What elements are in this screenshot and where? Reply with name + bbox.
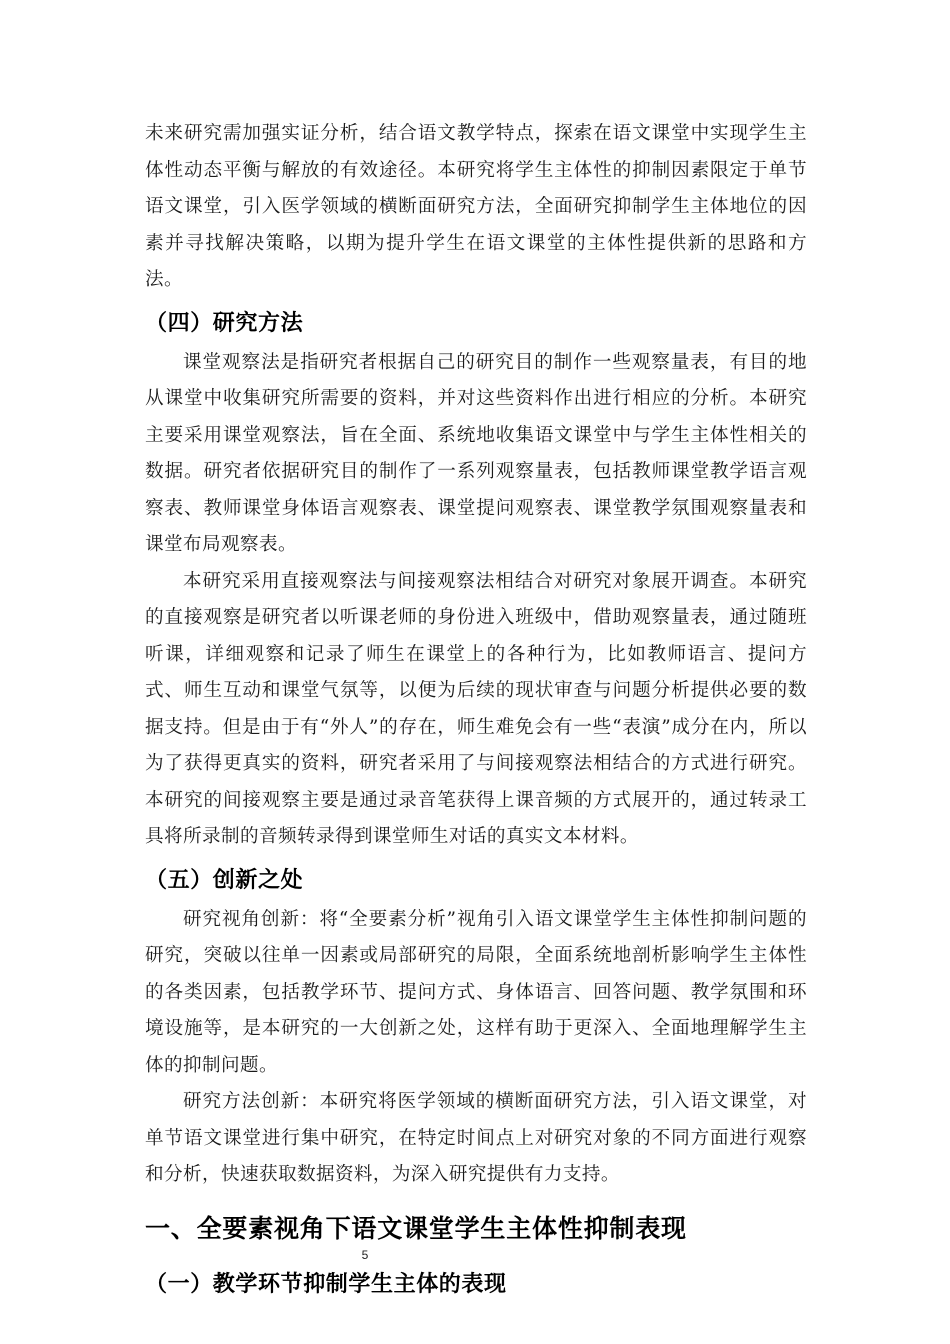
paragraph-method-innovation: 研究方法创新：本研究将医学领域的横断面研究方法，引入语文课堂，对单节语文课堂进行集中研究，在特定时间点上对研究对象的不同方面进行观察和分析，快速获取数据资料，为深入研究提供有力支持。 (145, 1091, 807, 1185)
document-body (145, 116, 807, 1306)
heading-chapter-one: 一、全要素视角下语文课堂学生主体性抑制表现 (145, 1213, 687, 1243)
paragraph-perspective-innovation: 研究视角创新：将“全要素分析”视角引入语文课堂学生主体性抑制问题的研究，突破以往单一因素或局部研究的局限，全面系统地剖析影响学生主体性的各类因素，包括教学环节、提问方式、身体语言、回答问题、教学氛围和环境设施等，是本研究的一大创新之处，这样有助于更深入、全面地理解学生主体的抑制问题。 (145, 908, 807, 1076)
heading-teaching-stage: （一）教学环节抑制学生主体的表现 (145, 1271, 507, 1297)
heading-innovations: （五）创新之处 (145, 867, 304, 893)
heading-research-methods: （四）研究方法 (145, 310, 304, 336)
paragraph-research-outlook: 未来研究需加强实证分析，结合语文教学特点，探索在语文课堂中实现学生主体性动态平衡与解放的有效途径。本研究将学生主体性的抑制因素限定于单节语文课堂，引入医学领域的横断面研究方法，全面研究抑制学生主体地位的因素并寻找解决策略，以期为提升学生在语文课堂的主体性提供新的思路和方法。 (145, 123, 807, 290)
page-number: 5 (361, 1248, 369, 1262)
paragraph-classroom-observation: 课堂观察法是指研究者根据自己的研究目的制作一些观察量表，有目的地从课堂中收集研究所需要的资料，并对这些资料作出进行相应的分析。本研究主要采用课堂观察法，旨在全面、系统地收集语文课堂中与学生主体性相关的数据。研究者依据研究目的制作了一系列观察量表，包括教师课堂教学语言观察表、教师课堂身体语言观察表、课堂提问观察表、课堂教学氛围观察量表和课堂布局观察表。 (145, 351, 807, 555)
paragraph-direct-indirect-observation: 本研究采用直接观察法与间接观察法相结合对研究对象展开调查。本研究的直接观察是研究者以听课老师的身份进入班级中，借助观察量表，通过随班听课，详细观察和记录了师生在课堂上的各种行为，比如教师语言、提问方式、师生互动和课堂气氛等，以便为后续的现状审查与问题分析提供必要的数据支持。但是由于有“外人”的存在，师生难免会有一些“表演”成分在内，所以为了获得更真实的资料，研究者采用了与间接观察法相结合的方式进行研究。本研究的间接观察主要是通过录音笔获得上课音频的方式展开的，通过转录工具将所录制的音频转录得到课堂师生对话的真实文本材料。 (145, 570, 807, 847)
